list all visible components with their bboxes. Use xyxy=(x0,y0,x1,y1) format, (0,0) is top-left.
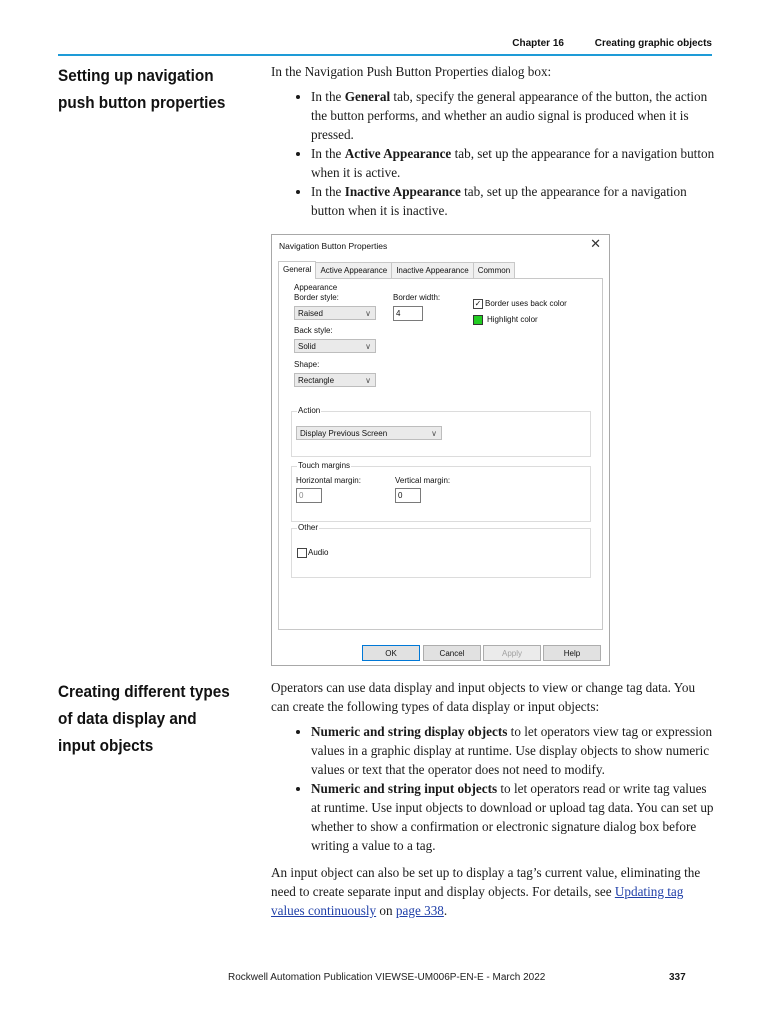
list-item: • Numeric and string input objects to let operators read or write tag values at runtime. Use input objects to download or upload tag data. You can set up whether to show a confirmation or electronic signature dialog box before writing a value to a tag. xyxy=(311,779,715,855)
border-uses-back-color-checkbox[interactable]: ✓ xyxy=(474,299,482,308)
shape-label: Shape: xyxy=(294,360,320,369)
action-group xyxy=(291,406,591,457)
list-item: • In the Active Appearance tab, set up the appearance for a navigation button when it is active. xyxy=(311,144,715,182)
cancel-button[interactable]: Cancel xyxy=(423,645,481,661)
updating-tag-values-link[interactable]: Updating tag values continuously xyxy=(271,884,684,918)
other-group xyxy=(291,523,591,578)
chevron-down-icon: ∨ xyxy=(365,342,371,351)
group-label: Action xyxy=(298,406,321,415)
shape-select[interactable]: Rectangle ∨ xyxy=(294,373,376,387)
highlight-color-label: Highlight color xyxy=(487,315,538,324)
page-number: 337 xyxy=(669,972,686,983)
back-style-select[interactable]: Solid ∨ xyxy=(294,339,376,353)
border-style-label: Border style: xyxy=(294,293,339,302)
close-icon[interactable]: ✕ xyxy=(590,236,601,251)
chevron-down-icon: ∨ xyxy=(365,309,371,318)
general-tab-panel xyxy=(278,278,603,630)
bullet-list xyxy=(271,87,715,220)
vertical-margin-field[interactable]: 0 xyxy=(395,488,421,503)
tab-general[interactable]: General xyxy=(278,261,316,279)
bullet-list xyxy=(271,722,715,855)
touch-margins-group xyxy=(291,461,591,522)
closing-paragraph: An input object can also be set up to display a tag’s current value, eliminating the need to create separate input and display objects. For details, see Updating tag values continuously on page 338. xyxy=(271,865,701,918)
intro-paragraph: Operators can use data display and input objects to view or change tag data. You can create the following types of data display or input objects: xyxy=(271,680,696,714)
appearance-group xyxy=(291,283,589,399)
section-body-data-display xyxy=(271,678,715,920)
list-item: • Numeric and string display objects to let operators view tag or expression values in a graphic display at runtime. Use display objects to show numeric values or text that the operator does not need to modify. xyxy=(311,722,715,779)
page-338-link[interactable]: page 338 xyxy=(395,903,444,918)
border-uses-back-color-label: Border uses back color xyxy=(485,299,567,308)
vertical-margin-label: Vertical margin: xyxy=(395,476,451,485)
horizontal-margin-field[interactable]: 0 xyxy=(296,488,322,503)
ok-button[interactable]: OK xyxy=(362,645,420,661)
tab-common[interactable]: Common xyxy=(473,262,515,279)
back-style-label: Back style: xyxy=(294,326,333,335)
chapter-title: Creating graphic objects xyxy=(594,38,712,49)
section-heading-navigation: Setting up navigation push button properties xyxy=(58,66,226,112)
chapter-number: Chapter 16 xyxy=(512,38,564,49)
group-label: Other xyxy=(298,523,319,532)
action-select[interactable]: Display Previous Screen ∨ xyxy=(296,426,442,440)
dialog-title: Navigation Button Properties xyxy=(279,241,388,251)
running-header xyxy=(484,38,712,49)
group-label: Appearance xyxy=(294,283,338,292)
intro-paragraph: In the Navigation Push Button Properties dialog box: xyxy=(271,64,552,79)
navigation-button-properties-dialog xyxy=(271,234,610,666)
chevron-down-icon: ∨ xyxy=(365,376,371,385)
chevron-down-icon: ∨ xyxy=(431,429,437,438)
apply-button[interactable]: Apply xyxy=(483,645,541,661)
publication-footer: Rockwell Automation Publication VIEWSE-UM006P-EN-E - March 2022 xyxy=(228,972,546,983)
header-rule xyxy=(58,54,712,56)
group-label: Touch margins xyxy=(298,461,351,470)
list-item: • In the Inactive Appearance tab, set up the appearance for a navigation button when it is inactive. xyxy=(311,182,715,220)
audio-label: Audio xyxy=(308,548,329,557)
section-heading-data-display: Creating different types of data display and input objects xyxy=(58,682,230,755)
tab-active-appearance[interactable]: Active Appearance xyxy=(315,262,392,279)
tab-inactive-appearance[interactable]: Inactive Appearance xyxy=(391,262,474,279)
horizontal-margin-label: Horizontal margin: xyxy=(296,476,361,485)
border-width-field[interactable]: 4 xyxy=(393,306,423,321)
border-style-select[interactable]: Raised ∨ xyxy=(294,306,376,320)
help-button[interactable]: Help xyxy=(543,645,601,661)
audio-checkbox[interactable] xyxy=(297,548,307,558)
tab-strip xyxy=(278,262,514,278)
border-width-label: Border width: xyxy=(393,293,441,302)
list-item: • In the General tab, specify the general appearance of the button, the action the button performs, and whether an audio signal is produced when it is pressed. xyxy=(311,87,715,144)
section-body-navigation xyxy=(271,62,715,220)
highlight-color-swatch[interactable] xyxy=(473,315,483,325)
